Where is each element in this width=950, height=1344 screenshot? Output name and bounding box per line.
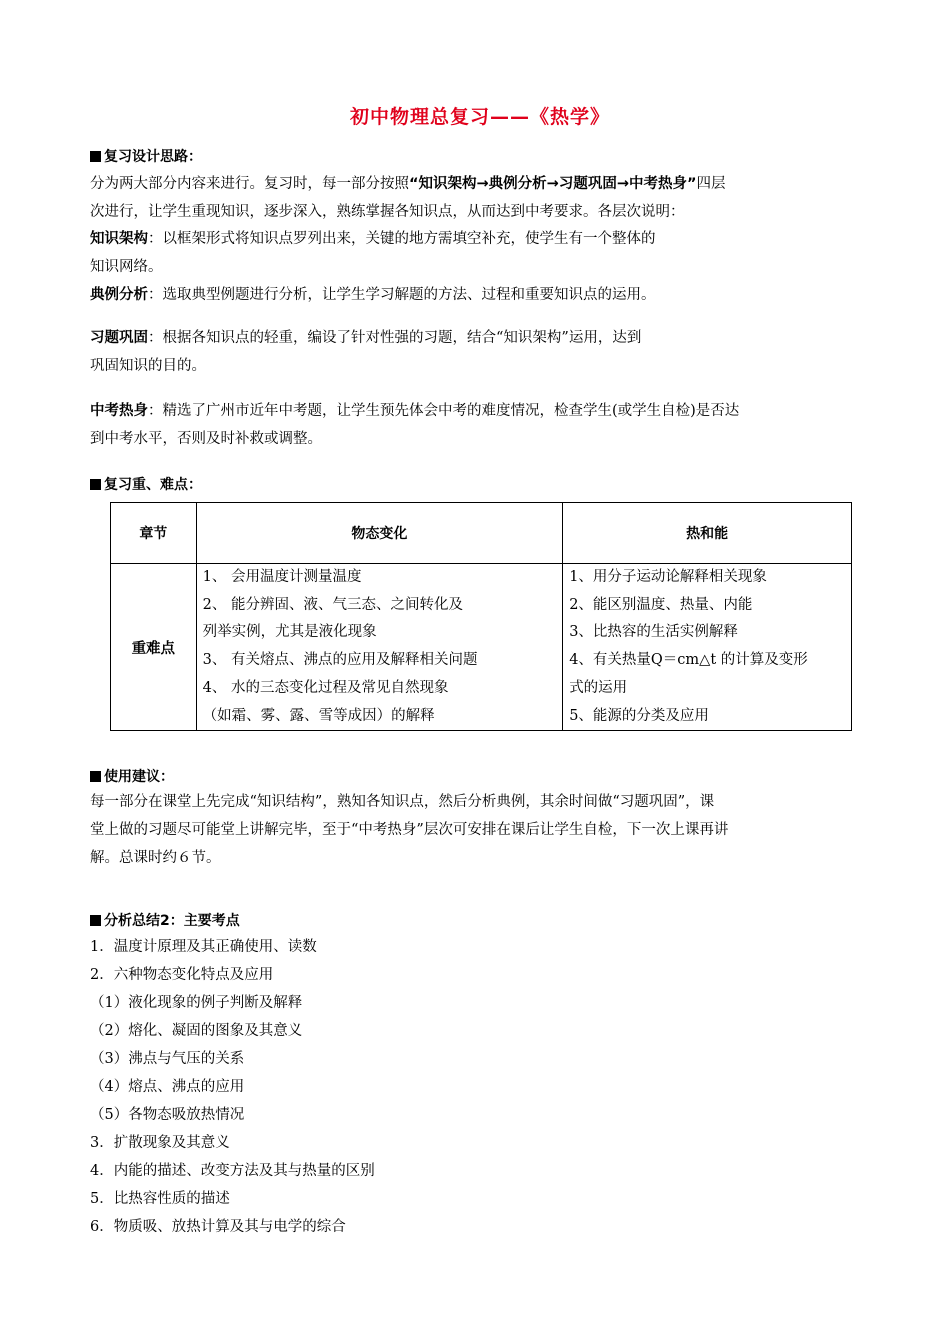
list-item: 3、 有关熔点、沸点的应用及解释相关问题 — [202, 652, 478, 669]
list-item: 2．六种物态变化特点及应用 — [90, 967, 274, 983]
list-item: 3．扩散现象及其意义 — [90, 1135, 230, 1151]
heat-energy-points — [563, 564, 852, 731]
list-item: 3、比热容的生活实例解释 — [569, 624, 738, 641]
row-label: 重难点 — [111, 564, 197, 731]
list-item: 列举实例，尤其是液化现象 — [202, 624, 377, 641]
list-item: 1．温度计原理及其正确使用、读数 — [90, 939, 317, 955]
list-item: （2）熔化、凝固的图象及其意义 — [90, 1023, 303, 1039]
design-item-exercises: 习题巩固：根据各知识点的轻重，编设了针对性强的习题，结合“知识架构”运用，达到 巩固知识的目的。 — [90, 330, 642, 374]
document-title: 初中物理总复习——《热学》 — [349, 106, 610, 128]
design-item-knowledge: 知识架构：以框架形式将知识点罗列出来，关键的地方需填空补充，使学生有一个整体的 知识网络。 — [90, 231, 656, 275]
summary-heading: 分析总结2：主要考点 — [90, 910, 240, 930]
table-header-row — [111, 503, 852, 564]
design-heading: 复习设计思路： — [90, 146, 202, 166]
design-item-examples: 典例分析：选取典型例题进行分析，让学生学习解题的方法、过程和重要知识点的运用。 — [90, 287, 656, 303]
list-item: （如霜、雾、露、雪等成因）的解释 — [202, 707, 435, 724]
header-heat-energy: 热和能 — [563, 503, 852, 564]
list-item: 1、用分子运动论解释相关现象 — [569, 569, 767, 585]
list-item: 式的运用 — [569, 679, 628, 696]
list-item: 4．内能的描述、改变方法及其与热量的区别 — [90, 1163, 375, 1179]
list-item: 1、 会用温度计测量温度 — [202, 569, 362, 585]
state-change-points — [196, 564, 563, 731]
usage-heading: 使用建议： — [90, 766, 174, 786]
summary-list — [90, 933, 375, 1241]
list-item: 6．物质吸、放热计算及其与电学的综合 — [90, 1219, 346, 1235]
table-row — [111, 564, 852, 731]
square-bullet-icon — [90, 771, 101, 782]
list-item: 5．比热容性质的描述 — [90, 1191, 230, 1207]
list-item: 5、能源的分类及应用 — [569, 707, 709, 724]
key-points-heading: 复习重、难点： — [90, 474, 202, 494]
square-bullet-icon — [90, 151, 101, 162]
list-item: 4、 水的三态变化过程及常见自然现象 — [202, 679, 449, 696]
list-item: （4）熔点、沸点的应用 — [90, 1079, 245, 1095]
list-item: （1）液化现象的例子判断及解释 — [90, 995, 303, 1011]
design-item-exam: 中考热身：精选了广州市近年中考题，让学生预先体会中考的难度情况，检查学生(或学生自检)是否达 到中考水平，否则及时补救或调整。 — [90, 403, 740, 447]
square-bullet-icon — [90, 479, 101, 490]
list-item: 2、 能分辨固、液、气三态、之间转化及 — [202, 596, 463, 613]
header-state-change: 物态变化 — [196, 503, 563, 564]
design-intro: 分为两大部分内容来进行。复习时，每一部分按照“知识架构→典例分析→习题巩固→中考热身”四层 次进行，让学生重现知识，逐步深入，熟练掌握各知识点，从而达到中考要求。各层次说明： — [90, 176, 726, 220]
usage-text: 每一部分在课堂上先完成“知识结构”，熟知各知识点，然后分析典例，其余时间做“习题巩固”，课 堂上做的习题尽可能堂上讲解完毕，至于“中考热身”层次可安排在课后让学生自检，下一次上课再讲 解。总课时约６节。 — [90, 794, 729, 866]
list-item: 2、能区别温度、热量、内能 — [569, 596, 753, 613]
square-bullet-icon — [90, 915, 101, 926]
list-item: （3）沸点与气压的关系 — [90, 1051, 245, 1067]
header-chapter: 章节 — [111, 503, 197, 564]
list-item: （5）各物态吸放热情况 — [90, 1107, 245, 1123]
list-item: 4、有关热量Q＝cm△t 的计算及变形 — [569, 652, 808, 669]
key-points-table — [110, 502, 852, 731]
